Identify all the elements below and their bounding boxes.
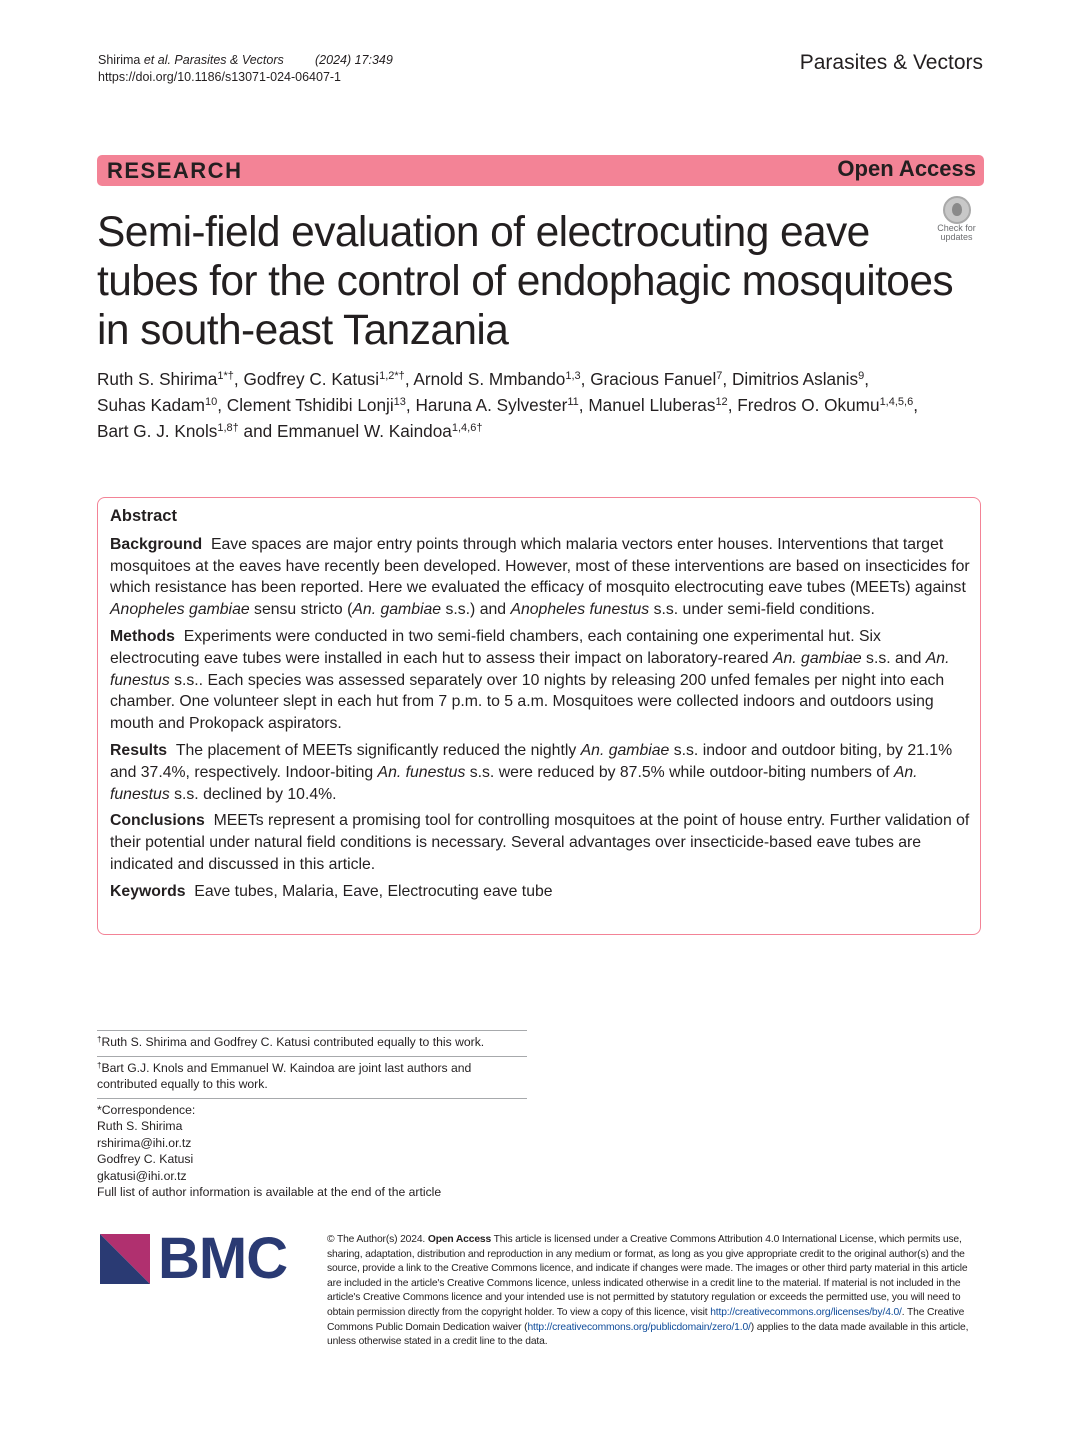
author: Suhas Kadam [97,395,205,415]
bmc-logo [100,1226,295,1291]
running-header-citation [98,52,393,86]
bmc-logo-mark-icon [100,1234,150,1284]
correspondence-email[interactable]: gkatusi@ihi.or.tz [97,1168,187,1183]
citation-journal: Parasites & Vectors [170,53,284,67]
author-list: Ruth S. Shirima$^{1*\dagger}$, Godfrey C. Katusi$^{1,2*\dagger}$, Arnold S. Mmbando$^{1,3}$, Gracious Fanuel$^7$, Dimitrios Aslanis$^9$, Suhas Kadam$^{10}$, Clement Tshidibi Lonji$^{13}$, Haruna A. Sylvester$^{11}$, Manuel Lluberas$^{12}$, Fredros O. Okumu$^{1,4,5,6}$, Bart G. J. Knols$^{1,8\dagger}$ and Emmanuel W. Kaindoa$^{1,4,6\dagger}$ [97,369,918,441]
abstract-keywords: Keywords Eave tubes, Malaria, Eave, Electrocuting eave tube [110,882,553,900]
author: Emmanuel W. Kaindoa [277,421,452,441]
author: Arnold S. Mmbando [413,369,566,389]
license-statement: © The Author(s) 2024. Open Access This article is licensed under a Creative Commons Attribution 4.0 International License, which permits use, sharing, adaptation, distribution and reproduction in any medium or format, as long as you give appropriate credit to the original author(s) and the source, provide a link to the Creative Commons licence, and indicate if changes were made. The images or other third party material in this article are included in the article's Creative Commons licence, unless indicated otherwise in a credit line to the material. If material is not included in the article's Creative Commons licence and your intended use is not permitted by statutory regulation or exceeds the permitted use, you will need to obtain permission directly from the copyright holder. To view a copy of this licence, visit http://creativecommons.org/licenses/by/4.0/. The Creative Commons Public Domain Dedication waiver (http://creativecommons.org/publicdomain/zero/1.0/) applies to the data made available in this article, unless otherwise stated in a credit line to the data. [327,1234,969,1348]
bmc-logo-text: BMC [158,1226,288,1291]
author: Fredros O. Okumu [737,395,880,415]
journal-name: Parasites & Vectors [799,51,983,74]
footnote-joint-last-authors: †Bart G.J. Knols and Emmanuel W. Kaindoa are joint last authors and contributed equally to this work. [97,1056,527,1098]
title-line-1: Semi-field evaluation of electrocuting eave [97,209,870,256]
check-for-updates-badge[interactable] [930,193,983,245]
check-for-updates-icon [943,196,971,224]
article-type-banner [97,155,984,186]
abstract-box [97,497,981,935]
correspondence-name: Godfrey C. Katusi [97,1152,194,1166]
footnote-equal-contribution: †Ruth S. Shirima and Godfrey C. Katusi contributed equally to this work. [97,1030,527,1056]
doi-link[interactable]: https://doi.org/10.1186/s13071-024-06407-1 [98,70,342,84]
author: Dimitrios Aslanis [731,369,859,389]
correspondence-email[interactable]: rshirima@ihi.or.tz [97,1135,192,1150]
correspondence-label: *Correspondence: [97,1102,196,1117]
article-type: RESEARCH [107,158,243,183]
abstract-results: Results The placement of MEETs significantly reduced the nightly An. gambiae s.s. indoor and outdoor biting, by 21.1% and 37.4%, respectively. Indoor-biting An. funestus s.s. were reduced by 87.5% while outdoor-biting numbers of An. funestus s.s. declined by 10.4%. [110,741,953,803]
article-title [97,208,997,355]
cc-zero-link[interactable]: http://creativecommons.org/publicdomain/zero/1.0/ [527,1321,751,1333]
author: Gracious Fanuel [590,369,717,389]
author: Manuel Lluberas [588,395,716,415]
abstract-heading: Abstract [110,507,177,525]
title-line-2: tubes for the control of endophagic mosquitoes [97,258,954,305]
correspondence-name: Ruth S. Shirima [97,1119,183,1133]
author: Bart G. J. Knols [97,421,218,441]
author: Godfrey C. Katusi [243,369,380,389]
abstract-background: Background Eave spaces are major entry points through which malaria vectors enter houses. Interventions that target mosquitoes at the eaves have recently been developed. However, most of these interventions are based on insecticides for which resistance has been reported. Here we evaluated the efficacy of mosquito electrocuting eave tubes (MEETs) against Anopheles gambiae sensu stricto (An. gambiae s.s.) and Anopheles funestus s.s. under semi-field conditions. [110,535,970,619]
abstract-methods: Methods Experiments were conducted in two semi-field chambers, each containing one experimental hut. Six electrocuting eave tubes were installed in each hut to assess their impact on laboratory-reared An. gambiae s.s. and An. funestus s.s.. Each species was assessed separately over 10 nights by releasing 200 unfed females per night into each chamber. One volunteer slept in each hut from 7 p.m. to 5 a.m. Mosquitoes were collected indoors and outdoors using mouth and Prokopack aspirators. [110,627,950,733]
cc-license-link[interactable]: http://creativecommons.org/licenses/by/4.0/ [710,1306,902,1318]
abstract-conclusions: Conclusions MEETs represent a promising tool for controlling mosquitoes at the point of house entry. Further validation of their potential under natural field conditions is necessary. Several advantages over insecticide-based eave tubes are indicated and discussed in this article. [110,812,970,873]
footnotes [97,1030,527,1206]
author-info-note: Full list of author information is available at the end of the article [97,1185,442,1199]
open-access-label: Open Access [837,156,976,181]
author: Ruth S. Shirima [97,369,218,389]
citation-etal: et al. [143,53,171,67]
check-for-updates-text: Check for updates [937,223,976,242]
author: Haruna A. Sylvester [415,395,568,415]
citation-authors: Shirima [98,53,144,67]
citation-year-volume: (2024) 17:349 [315,53,393,67]
author: Clement Tshidibi Lonji [226,395,394,415]
title-line-3: in south-east Tanzania [97,307,509,354]
correspondence [97,1098,527,1206]
